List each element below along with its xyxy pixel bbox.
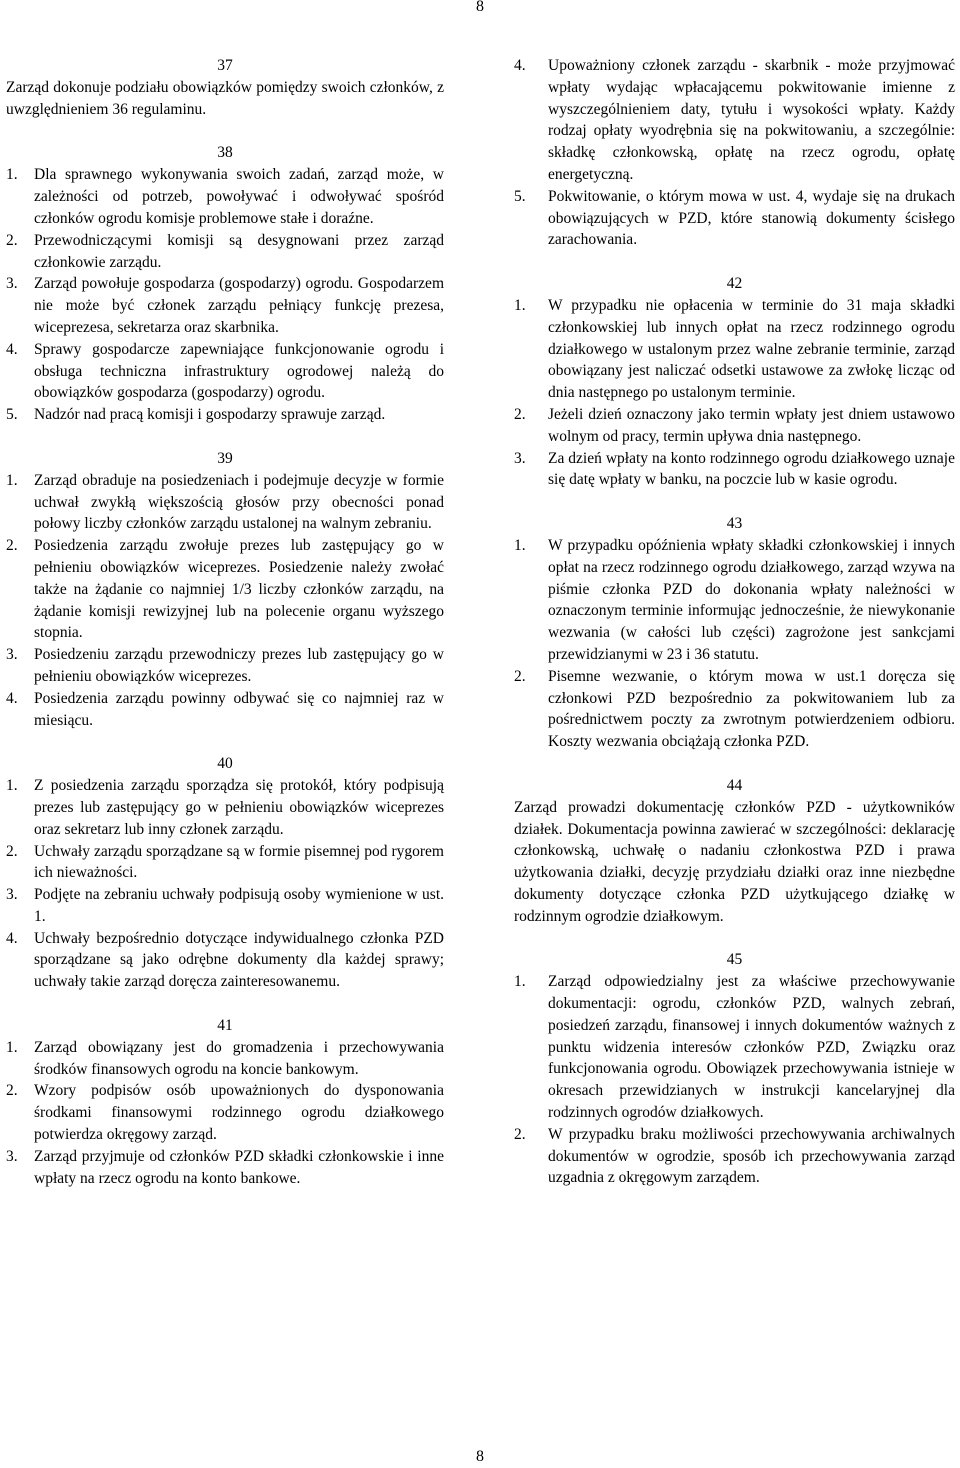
page-number-bottom: 8: [476, 1448, 484, 1465]
item-number: 2.: [6, 1082, 18, 1100]
item-text: Posiedzenia zarządu zwołuje prezes lub zastępujący go w pełnieniu obowiązków wiceprezes. Posiedzenie należy zwołać także na żądanie co najmniej 1/3 liczby członków zarządu, na żądanie komisji rewizyjnej lub na polecenie organu wyższego stopnia.: [34, 537, 444, 642]
item-number: 2.: [514, 405, 526, 423]
item-number: 4.: [6, 929, 18, 947]
item-number: 5.: [514, 187, 526, 205]
numbered-item: [6, 339, 444, 404]
item-number: 3.: [514, 449, 526, 467]
section: [514, 775, 955, 928]
section: [6, 55, 444, 121]
numbered-item: [6, 688, 444, 732]
section: [514, 513, 955, 753]
section: [6, 448, 444, 732]
item-number: 1.: [514, 296, 526, 314]
numbered-item: [514, 448, 955, 492]
section-heading: 45: [726, 951, 743, 969]
section-heading: 37: [217, 57, 233, 74]
item-number: 1.: [6, 777, 18, 795]
numbered-item: [514, 404, 955, 448]
item-text: Z posiedzenia zarządu sporządza się protokół, który podpisują prezes lub zastępujący go w pełnieniu obowiązków wiceprezes oraz sekretarz lub inny członek zarządu.: [34, 777, 444, 838]
section: [514, 55, 955, 251]
numbered-item: [514, 535, 955, 666]
numbered-item: [6, 535, 444, 644]
numbered-item: [514, 295, 955, 404]
item-text: Zarząd obowiązany jest do gromadzenia i przechowywania środków finansowych ogrodu na koncie bankowym.: [34, 1038, 444, 1078]
item-text: Uchwały bezpośrednio dotyczące indywidualnego członka PZD sporządzane są jako odrębne dokumenty dla każdej sprawy; uchwały takie zarząd doręcza zainteresowanemu.: [34, 929, 444, 991]
section-paragraph: Zarząd dokonuje podziału obowiązków pomiędzy swoich członków, z uwzględnieniem 36 regulaminu.: [6, 79, 444, 118]
numbered-item: [6, 884, 444, 928]
numbered-item: [6, 164, 444, 229]
item-number: 1.: [6, 166, 18, 184]
numbered-item: [6, 928, 444, 993]
numbered-item: [514, 666, 955, 753]
item-text: Zarząd przyjmuje od członków PZD składki członkowskie i inne wpłaty na rzecz ogrodu na konto bankowe.: [34, 1147, 444, 1187]
numbered-item: [514, 186, 955, 251]
item-text: Zarząd powołuje gospodarza (gospodarzy) ogrodu. Gospodarzem nie może być członek zarządu pełniący funkcję prezesa, wiceprezesa, sekretarza oraz skarbnika.: [34, 275, 444, 336]
numbered-item: [6, 775, 444, 840]
item-number: 4.: [6, 340, 18, 358]
page-number-top: 8: [476, 0, 484, 15]
item-text: Zarząd obraduje na posiedzeniach i podejmuje decyzje w formie uchwał zwykłą większością głosów przy obecności ponad połowy liczby członków zarządu ustalonej na walnym zebraniu.: [34, 471, 444, 533]
numbered-item: [6, 230, 444, 274]
item-number: 4.: [6, 689, 18, 707]
item-text: Posiedzenia zarządu powinny odbywać się co najmniej raz w miesiącu.: [34, 689, 444, 729]
item-number: 1.: [514, 973, 526, 991]
item-text: Pisemne wezwanie, o którym mowa w ust.1 doręcza się członkowi PZD bezpośrednio za pokwitowaniem lub za pośrednictwem poczty za zwrotnym potwierdzeniem odbioru. Koszty wezwania obciążają członka PZD.: [548, 667, 955, 751]
section-heading: 43: [726, 514, 743, 532]
item-number: 3.: [6, 275, 18, 293]
numbered-item: [6, 644, 444, 688]
section-heading: 42: [726, 274, 743, 292]
item-text: Dla sprawnego wykonywania swoich zadań, zarząd może, w zależności od potrzeb, powoływać i odwoływać spośród członków ogrodu komisje problemowe stałe i doraźne.: [34, 166, 444, 227]
item-text: Nadzór nad pracą komisji i gospodarzy sprawuje zarząd.: [34, 406, 386, 424]
numbered-item: [6, 1146, 444, 1190]
item-number: 3.: [6, 646, 18, 664]
item-text: Jeżeli dzień oznaczony jako termin wpłaty jest dniem ustawowo wolnym od pracy, termin upływa dnia następnego.: [548, 405, 955, 445]
section-heading: 44: [726, 776, 743, 794]
section-paragraph: Zarząd prowadzi dokumentację członków PZD - użytkowników działek. Dokumentacja powinna zawierać w szczególności: deklarację członkowską, uchwałę o nadaniu członkostwa PZD i prawa użytkowania działki, decyzję przydziału działki oraz inne niezbędne dokumenty dotyczące członka PZD użytkującego działkę w rodzinnym ogrodzie działkowym.: [514, 798, 955, 925]
left-column: [6, 55, 444, 1189]
section: [514, 949, 955, 1189]
item-text: Za dzień wpłaty na konto rodzinnego ogrodu działkowego uznaje się datę wpłaty w banku, na poczcie lub w kasie ogrodu.: [548, 449, 955, 489]
section-heading: 40: [217, 755, 233, 773]
numbered-item: [6, 1080, 444, 1145]
numbered-item: [514, 55, 955, 186]
item-number: 5.: [6, 406, 18, 424]
section-heading: 39: [217, 449, 233, 467]
section-heading: 38: [217, 144, 233, 162]
item-text: W przypadku braku możliwości przechowywania archiwalnych dokumentów w ogrodzie, sposób ich przechowywania zarząd uzgadnia z okręgowym zarządem.: [548, 1125, 955, 1187]
item-text: Sprawy gospodarcze zapewniające funkcjonowanie ogrodu i obsługa techniczna infrastruktury ogrodowej należą do obowiązków gospodarza (gospodarzy) ogrodu.: [34, 340, 444, 402]
numbered-item: [6, 841, 444, 885]
numbered-item: [6, 470, 444, 535]
numbered-item: [6, 404, 444, 426]
section: [514, 273, 955, 491]
numbered-item: [514, 1124, 955, 1189]
item-text: Pokwitowanie, o którym mowa w ust. 4, wydaje się na drukach obowiązujących w PZD, które stanowią dokumenty ścisłego zarachowania.: [548, 187, 955, 249]
section: [6, 753, 444, 993]
item-number: 3.: [6, 886, 18, 904]
item-text: Upoważniony członek zarządu - skarbnik - może przyjmować wpłaty wydając wpłacającemu pokwitowanie imienne z wyszczególnieniem daty, tytułu i wysokości wpłaty. Każdy rodzaj opłaty wyodrębnia się na pokwitowaniu, a szczególnie: składkę członkowską, opłatę na rzecz ogrodu, opłatę energetyczną.: [548, 57, 955, 183]
item-text: Przewodniczącymi komisji są desygnowani przez zarząd członkowie zarządu.: [34, 231, 444, 271]
item-text: Podjęte na zebraniu uchwały podpisują osoby wymienione w ust. 1.: [34, 886, 444, 925]
item-text: Uchwały zarządu sporządzane są w formie pisemnej pod rygorem ich nieważności.: [34, 842, 444, 882]
item-text: Posiedzeniu zarządu przewodniczy prezes lub zastępujący go w pełnieniu obowiązków wiceprezes.: [34, 646, 444, 685]
item-number: 2.: [6, 537, 18, 555]
item-number: 4.: [514, 57, 526, 74]
item-number: 1.: [514, 536, 526, 554]
item-number: 2.: [514, 667, 526, 685]
numbered-item: [514, 971, 955, 1124]
item-number: 1.: [6, 471, 18, 489]
section: [6, 142, 444, 426]
item-number: 1.: [6, 1038, 18, 1056]
section-heading: 41: [217, 1016, 233, 1034]
item-text: W przypadku nie opłacenia w terminie do 31 maja składki członkowskiej lub innych opłat na rzecz rodzinnego ogrodu działkowego w ustalonym przez walne zebranie terminie, zarząd obowiązany jest naliczać odsetki ustawowe za zwłokę licząc od dnia następnego po ustalonym terminie.: [548, 296, 955, 402]
item-number: 2.: [6, 231, 18, 249]
item-text: Zarząd odpowiedzialny jest za właściwe przechowywanie dokumentacji: ogrodu, członków PZD, walnych zebrań, posiedzeń zarządu, finansowej i innych dokumentów ważnych z punktu widzenia interesów członków PZD, Związku oraz funkcjonowania ogrodu. Obowiązek przechowywania istnieje w okresach przewidzianych w instrukcji kancelaryjnej dla rodzinnych ogrodów działkowych.: [548, 973, 955, 1122]
numbered-item: [6, 1037, 444, 1081]
item-text: W przypadku opóźnienia wpłaty składki członkowskiej i innych opłat na rzecz rodzinnego ogrodu działkowego, zarząd wzywa na piśmie członka PZD do dokonania wpłaty należności w oznaczonym terminie informując jednocześnie, że niewykonanie wezwania (w całości lub części) zagrożone jest sankcjami przewidzianymi w 23 i 36 statutu.: [548, 536, 955, 663]
item-number: 2.: [6, 842, 18, 860]
section: [6, 1015, 444, 1190]
item-number: 2.: [514, 1125, 526, 1143]
right-column: [514, 55, 955, 1189]
item-text: Wzory podpisów osób upoważnionych do dysponowania środkami finansowymi rodzinnego ogrodu działkowego potwierdza okręgowy zarząd.: [34, 1082, 444, 1144]
item-number: 3.: [6, 1147, 18, 1165]
numbered-item: [6, 273, 444, 338]
